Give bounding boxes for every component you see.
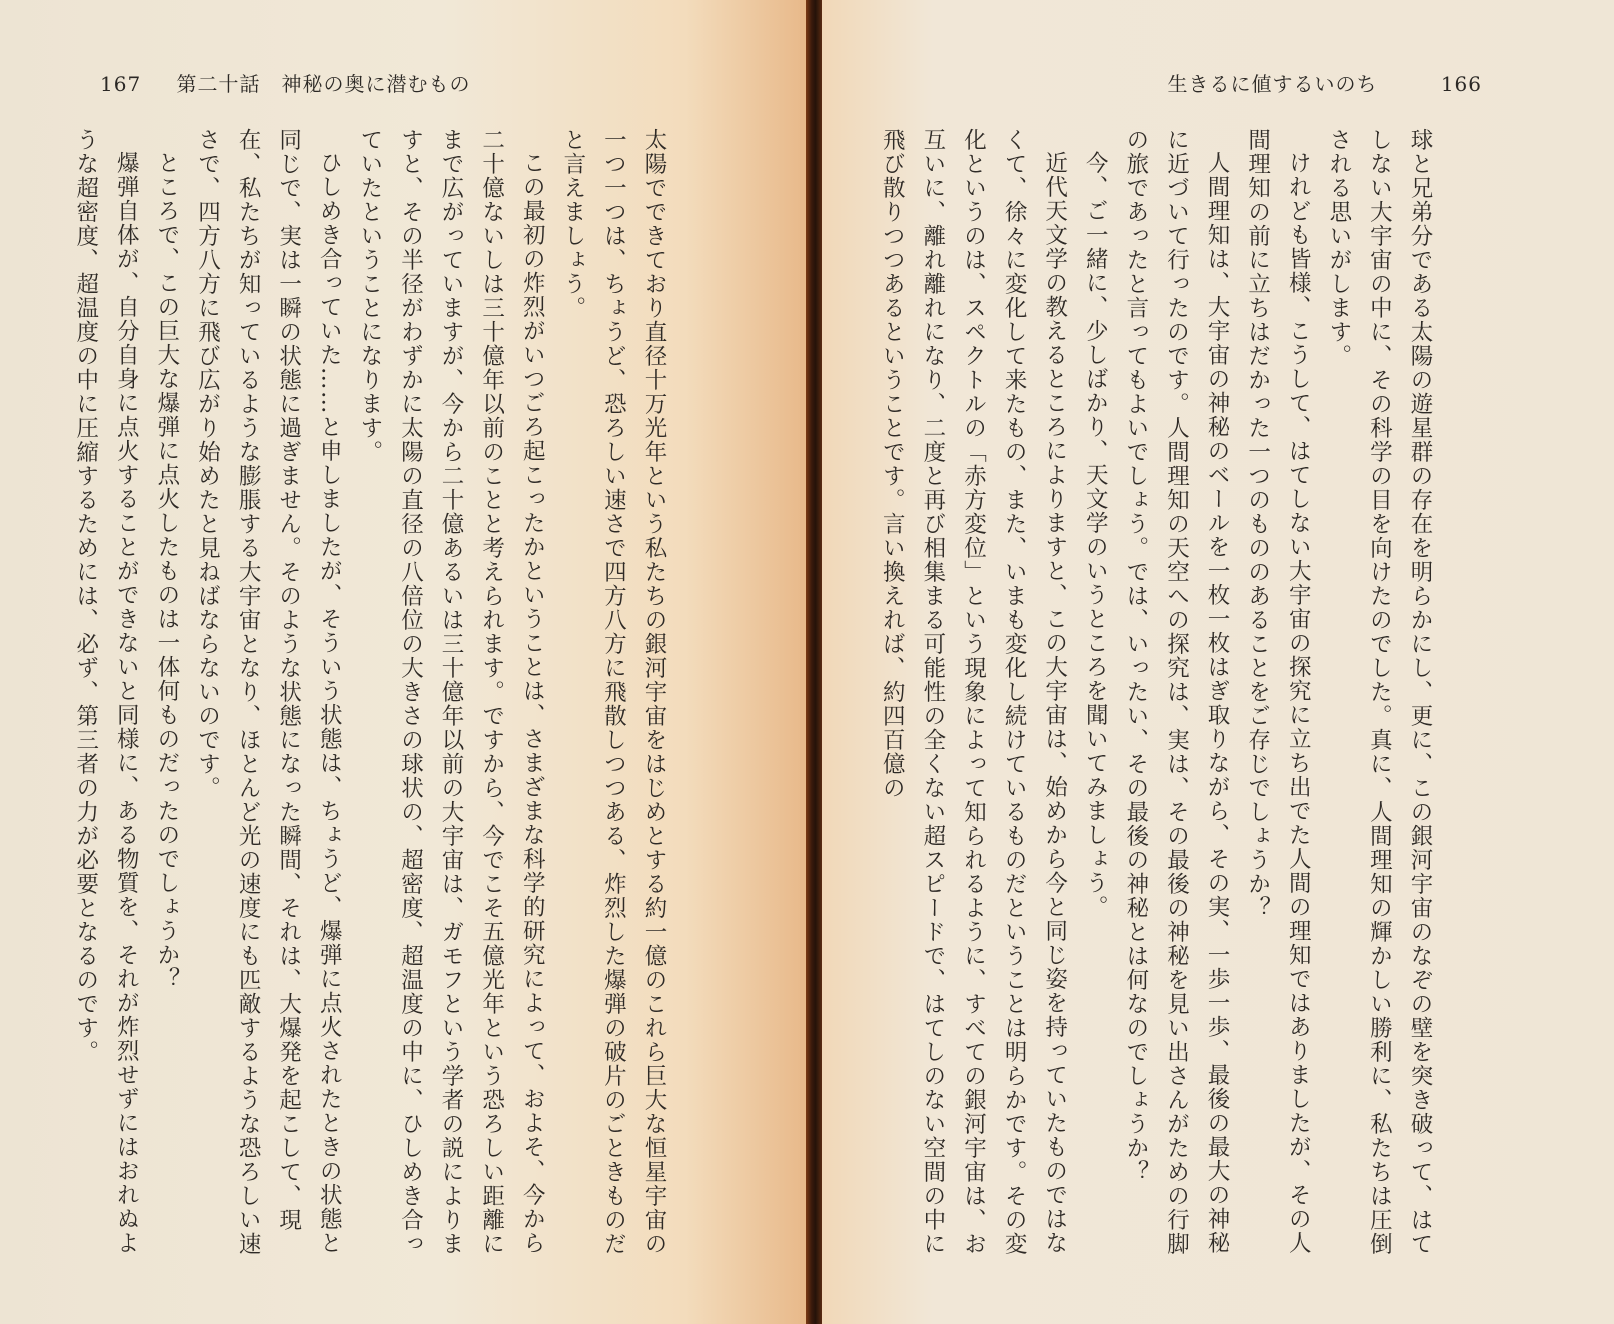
right-page-header: [1167, 74, 1482, 94]
running-head-right: 生きるに値するいのち: [1167, 72, 1378, 96]
paragraph: 太陽でできており直径十万光年という私たちの銀河宇宙をはじめとする約一億のこれら巨大な恒星宇宙の一つ一つは、ちょうど、恐ろしい速さで四方八方に飛散しつつある、炸烈した爆弾の破片のごときものだと言えましょう。: [559, 128, 667, 1256]
paragraph: この最初の炸烈がいつごろ起こったかということは、さまざまな科学的研究によって、およそ、今から二十億ないしは三十億年以前のことと考えられます。ですから、今でこそ五億光年という恐ろしい距離にまで広がっていますが、今から二十億あるいは三十億年以前の大宇宙は、ガモフという学者の説によりますと、その半径がわずかに太陽の直径の八倍位の大きさの球状の、超密度、超温度の中に、ひしめき合っていたということになります。: [356, 128, 546, 1256]
book-gutter: [806, 0, 822, 1324]
paragraph: 今、ご一緒に、少しばかり、天文学のいうところを聞いてみましょう。: [1082, 150, 1109, 919]
left-page: [0, 0, 806, 1324]
left-page-body: [72, 128, 674, 1258]
paragraph: けれども皆様、こうして、はてしない大宇宙の探究に立ち出でた人間の理知ではありましたが、その人間理知の前に立ちはだかった一つのもののあることをご存じでしょうか？: [1244, 128, 1312, 1255]
left-page-header: [100, 74, 471, 94]
page-number-left: 167: [100, 72, 142, 96]
right-page-body: [866, 128, 1440, 1258]
page-number-right: 166: [1440, 72, 1482, 96]
paragraph: ひしめき合っていた……と申しましたが、そういう状態は、ちょうど、爆弾に点火されたときの状態と同じで、実は一瞬の状態に過ぎません。そのような状態になった瞬間、それは、大爆発を起こして、現在、私たちが知っているような膨脹する大宇宙となり、ほとんど光の速度にも匹敵するような恐ろしい速さで、四方八方に飛び広がり始めたと見ねばならないのです。: [194, 128, 343, 1256]
paragraph: 球と兄弟分である太陽の遊星群の存在を明らかにし、更に、この銀河宇宙のなぞの壁を突き破って、はてしない大宇宙の中に、その科学の目を向けたのでした。真に、人間理知の輝かしい勝利に、私たちは圧倒される思いがします。: [1325, 128, 1433, 1256]
paragraph: 近代天文学の教えるところによりますと、この大宇宙は、始めから今と同じ姿を持っていたものではなくて、徐々に変化して来たもの、また、いまも変化し続けているものだということは明らかです。その変化というのは、スペクトルの「赤方変位」という現象によって知られるように、すべての銀河宇宙は、お互いに、離れ離れになり、二度と再び相集まる可能性の全くない超スピードで、はてしのない空間の中に飛び散りつつあるということです。言い換えれば、約四百億の: [879, 128, 1068, 1256]
paragraph: ところで、この巨大な爆弾に点火したものは一体何ものだったのでしょうか？: [153, 150, 180, 991]
paragraph: 人間理知は、大宇宙の神秘のベールを一枚一枚はぎ取りながら、その実、一歩一歩、最後の最大の神秘に近づいて行ったのです。人間理知の天空への探究は、実は、その最後の神秘を見い出さんがための行脚の旅であったと言ってもよいでしょう。では、いったい、その最後の神秘とは何なのでしょうか？: [1122, 128, 1231, 1256]
paragraph: 爆弾自体が、自分自身に点火することができないと同様に、ある物質を、それが炸烈せずにはおれぬような超密度、超温度の中に圧縮するためには、必ず、第三者の力が必要となるのです。: [72, 128, 140, 1255]
running-head-left: 第二十話 神秘の奥に潜むもの: [176, 72, 471, 96]
